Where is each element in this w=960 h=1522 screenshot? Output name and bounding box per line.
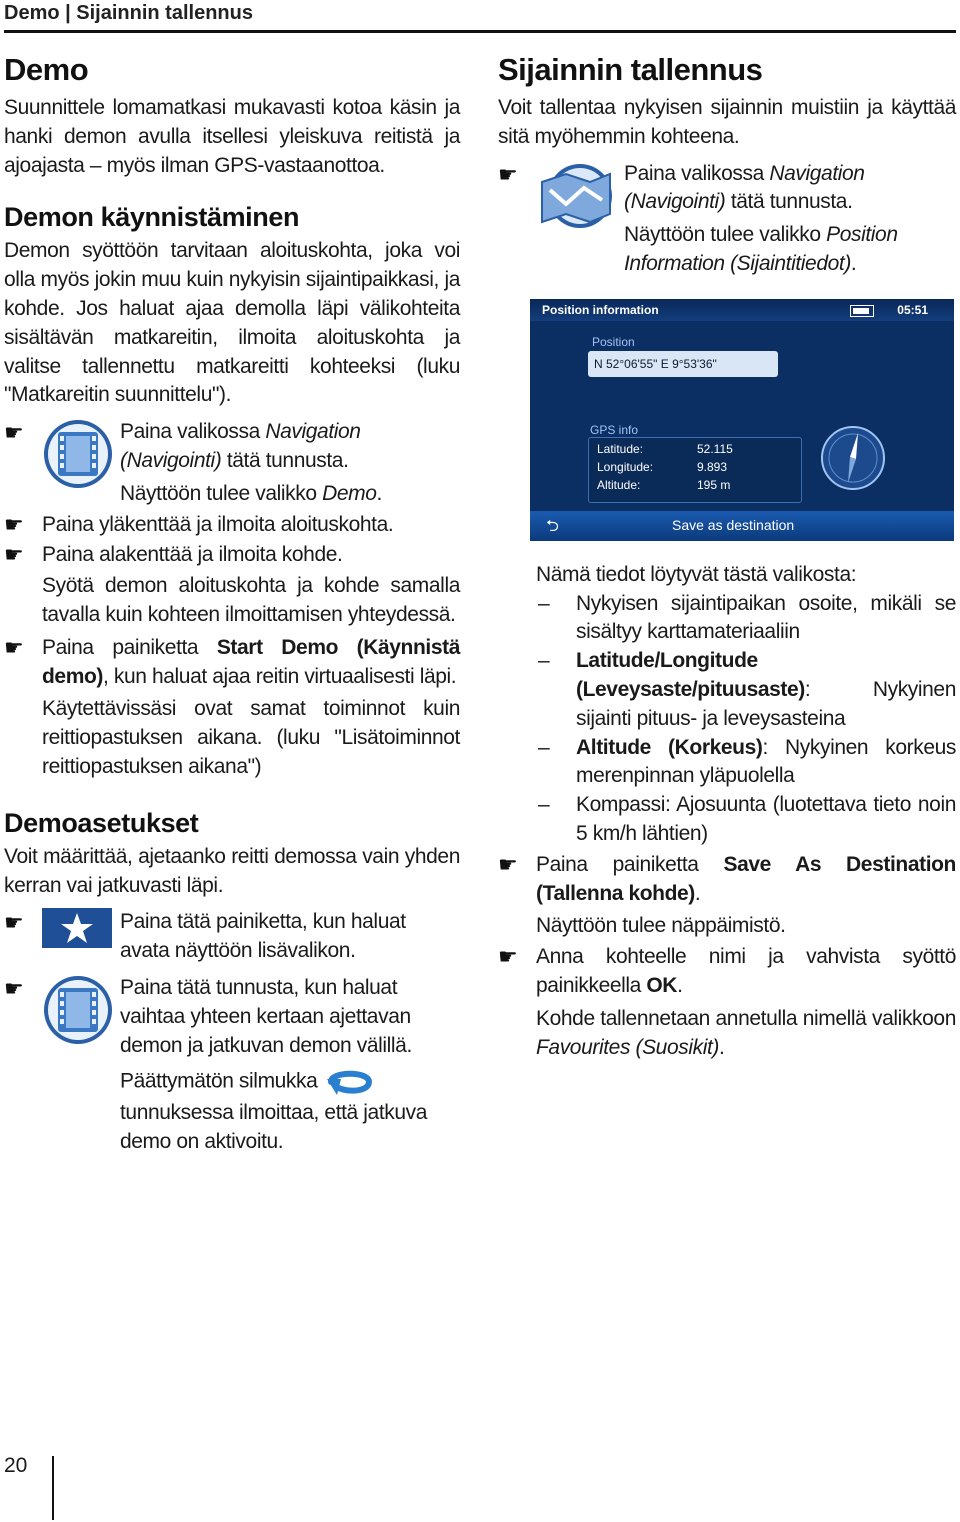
- menu-name: Favourites (Suosikit): [536, 1035, 719, 1059]
- position-value: N 52°06'55" E 9°53'36": [594, 356, 717, 371]
- menu-name: Navigation (Navigointi): [120, 420, 361, 472]
- step-save-as-destination: [498, 851, 956, 909]
- punct: .: [376, 481, 382, 505]
- page-number-rule: [52, 1456, 54, 1520]
- result-text: Näyttöön tulee valikko: [624, 223, 827, 247]
- button-name: Start Demo (Käynnistä demo): [42, 635, 460, 688]
- term: Altitude (Korkeus): [576, 735, 763, 759]
- save-as-destination-button[interactable]: Save as destination: [672, 516, 795, 533]
- menu-name: Navigation (Navigointi): [624, 161, 865, 214]
- screen-button-bar: [530, 511, 954, 541]
- battery-icon: [850, 305, 874, 317]
- result-text: Näyttöön tulee valikko: [120, 481, 323, 505]
- list-text: Nykyisen sijaintipaikan osoite, mikäli se sisältyy karttamateriaaliin: [576, 591, 956, 644]
- position-group: [588, 335, 944, 379]
- punct: .: [850, 251, 857, 275]
- step-text: , kun haluat ajaa reitin virtuaalisesti läpi.: [103, 664, 457, 688]
- right-column: [498, 52, 956, 1062]
- list-item: [498, 647, 956, 733]
- altitude-value: 195 m: [697, 477, 731, 492]
- step-text: Paina yläkenttää ja ilmoita aloituskohta.: [42, 512, 394, 536]
- step-text: Paina painiketta: [42, 635, 217, 659]
- screen-title-bar: [530, 299, 954, 321]
- heading-demo-start: Demon käynnistäminen: [4, 202, 300, 233]
- film-reel-icon: [42, 974, 114, 1046]
- punct: .: [677, 973, 683, 997]
- gps-info-group: [588, 423, 804, 503]
- film-reel-icon: [42, 418, 114, 490]
- position-label: Position: [592, 334, 635, 349]
- longitude-value: 9.893: [697, 459, 728, 474]
- step-navigation-icon: [498, 160, 956, 279]
- hand-pointer-icon: ☛: [4, 511, 24, 537]
- button-name: Save As Destination (Tallenna kohde): [536, 852, 956, 905]
- start-paragraph: Demon syöttöön tarvitaan aloituskohta, joka voi olla myös jokin muu kuin nykyisin sijaintipaikkasi, ja kohde. Jos haluat ajaa demolla läpi välikohteita sisältävän matkareitin, ilmoita aloituskohta ja valitse tallennettu matkareitti kohteeksi (luku "Matkareitin suunnittelu").: [4, 239, 460, 407]
- step-text: Paina valikossa: [120, 420, 266, 444]
- term: Latitude/Longitude (Leveysaste/pituusaste): [576, 649, 805, 701]
- hand-pointer-icon: ☛: [498, 161, 518, 187]
- step-navigation-icon: [4, 418, 460, 508]
- hand-pointer-icon: ☛: [4, 910, 24, 936]
- save-paragraph: Voit tallentaa nykyisen sijainnin muistiin ja käyttää sitä myöhemmin kohteena.: [498, 96, 956, 148]
- step-star-button: [4, 908, 460, 968]
- info-paragraph: Nämä tiedot löytyvät tästä valikosta:: [536, 562, 857, 586]
- loop-text: tunnuksessa ilmoittaa, että jatkuva demo on aktivoitu.: [120, 1100, 428, 1153]
- compass-icon: [820, 425, 886, 491]
- hand-pointer-icon: ☛: [498, 851, 518, 877]
- step-text: Paina alakenttää ja ilmoita kohde.: [42, 543, 343, 567]
- left-column: [4, 52, 460, 1158]
- step-text: tätä tunnusta.: [221, 448, 349, 472]
- dash-bullet: –: [538, 793, 550, 817]
- settings-paragraph: Voit määrittää, ajetaanko reitti demossa vain yhden kerran vai jatkuvasti läpi.: [4, 844, 460, 897]
- latitude-value: 52.115: [697, 441, 733, 456]
- hand-pointer-icon: ☛: [4, 634, 24, 660]
- screen-title: Position information: [542, 302, 659, 317]
- button-name: OK: [646, 973, 678, 997]
- functions-paragraph: Käytettävissäsi ovat samat toiminnot kuin reittiopastuksen aikana. (luku "Lisätoiminnot reittiopastuksen aikana"): [42, 697, 460, 778]
- longitude-label: Longitude:: [597, 459, 654, 474]
- position-information-screenshot: [530, 299, 954, 541]
- list-text: Kompassi: Ajosuunta (luotettava tieto noin 5 km/h lähtien): [576, 793, 956, 845]
- step-loop-toggle: [4, 974, 460, 1156]
- dash-bullet: –: [538, 735, 550, 759]
- header-rule: [4, 30, 956, 33]
- gps-info-panel: [588, 437, 802, 503]
- list-item: [498, 791, 956, 849]
- position-field: [588, 351, 778, 377]
- hand-pointer-icon: ☛: [498, 944, 518, 970]
- step-text: Paina painiketta: [536, 852, 724, 876]
- list-item: [498, 590, 956, 648]
- screen-time: 05:51: [897, 302, 928, 317]
- page-number: 20: [4, 1454, 28, 1477]
- heading-demo-settings: Demoasetukset: [4, 807, 199, 838]
- list-item: [498, 734, 956, 792]
- step-start-demo: [4, 634, 460, 692]
- running-header: Demo | Sijainnin tallennus: [4, 2, 253, 24]
- step-text: Anna kohteelle nimi ja vahvista syöttö painikkeella: [536, 945, 956, 997]
- step-text: Paina valikossa: [624, 161, 770, 185]
- hand-pointer-icon: ☛: [4, 542, 24, 568]
- dash-bullet: –: [538, 591, 550, 615]
- enter-paragraph: Syötä demon aloituskohta ja kohde samalla tavalla kuin kohteen ilmoittamisen yhteydessä.: [42, 574, 460, 626]
- altitude-label: Altitude:: [597, 477, 641, 492]
- favourites-text: Kohde tallennetaan annetulla nimellä valikkoon: [536, 1006, 956, 1030]
- hand-pointer-icon: ☛: [4, 976, 24, 1002]
- menu-name: Position Information (Sijaintitiedot): [624, 223, 898, 275]
- heading-save-position: Sijainnin tallennus: [498, 52, 763, 87]
- step-start-field: [4, 511, 460, 540]
- hand-pointer-icon: ☛: [4, 420, 24, 446]
- intro-paragraph: Suunnittele lomamatkasi mukavasti kotoa käsin ja hanki demon avulla itsellesi yleiskuva reitistä ja ajoajasta – myös ilman GPS-vastaanottoa.: [4, 96, 460, 177]
- step-name-and-confirm: [498, 943, 956, 1001]
- list-text: : Nykyinen sijainti pituus- ja leveysasteina: [576, 677, 956, 730]
- heading-demo: Demo: [4, 52, 89, 87]
- gps-info-label: GPS info: [590, 422, 639, 437]
- punct: .: [719, 1035, 725, 1059]
- keyboard-paragraph: Näyttöön tulee näppäimistö.: [536, 914, 786, 938]
- step-text: Paina tätä painiketta, kun haluat avata näyttöön lisävalikon.: [120, 910, 406, 963]
- list-text: : Nykyinen korkeus merenpinnan yläpuolella: [576, 735, 956, 788]
- loop-text: Päättymätön silmukka: [120, 1069, 318, 1093]
- latitude-label: Latitude:: [597, 441, 644, 456]
- back-arrow-icon[interactable]: ⮌: [546, 517, 559, 535]
- punct: .: [694, 881, 701, 905]
- step-text: Paina tätä tunnusta, kun haluat vaihtaa yhteen kertaan ajettavan demon ja jatkuvan demon välillä.: [120, 976, 412, 1057]
- menu-name: Demo: [322, 481, 377, 505]
- star-icon: [42, 908, 112, 948]
- dash-bullet: –: [538, 649, 550, 673]
- loop-arrow-icon: [321, 1065, 379, 1099]
- map-navigation-icon: [536, 160, 616, 230]
- step-destination-field: [4, 541, 460, 570]
- step-text: tätä tunnusta.: [725, 190, 853, 214]
